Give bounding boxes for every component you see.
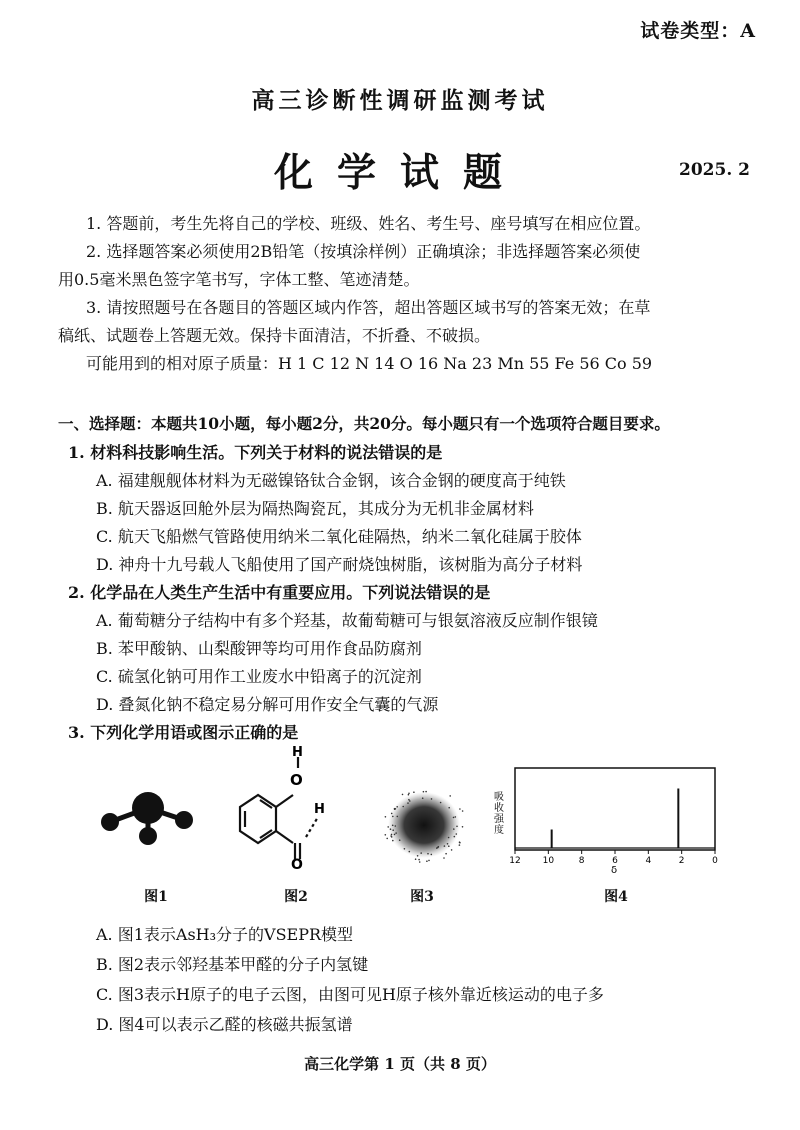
cloud-dot — [438, 846, 440, 848]
note-line: 1. 答题前，考生先将自己的学校、班级、姓名、考生号、座号填写在相应位置。 — [86, 214, 651, 233]
cloud-dot — [455, 816, 457, 818]
cloud-dot — [408, 799, 410, 801]
cloud-dot — [462, 826, 464, 828]
question-1-option-a: A. 福建舰舰体材料为无磁镍铬钛合金钢，该合金钢的硬度高于纯铁 — [96, 471, 566, 490]
cloud-dot — [395, 832, 397, 834]
cloud-dot — [399, 839, 401, 841]
cloud-dot — [447, 843, 449, 845]
fig4-ylabel — [494, 791, 505, 836]
question-2-option-b: B. 苯甲酸钠、山梨酸钾等均可用作食品防腐剂 — [96, 639, 422, 658]
section-heading: 一、选择题：本题共10小题，每小题2分，共20分。每小题只有一个选项符合题目要求。 — [58, 414, 670, 433]
question-1-stem: 1. 材料科技影响生活。下列关于材料的说法错误的是 — [68, 443, 443, 462]
question-3-option-b: B. 图2表示邻羟基苯甲醛的分子内氢键 — [96, 955, 369, 974]
question-3-stem: 3. 下列化学用语或图示正确的是 — [68, 723, 299, 742]
cloud-dot — [391, 836, 393, 838]
cloud-dot — [448, 807, 450, 809]
fig4-x-tick-label: 12 — [509, 856, 521, 866]
cloud-dot — [415, 858, 417, 860]
cloud-dot — [391, 813, 393, 815]
fig2-atom-h2: H — [314, 802, 325, 817]
cloud-dot — [385, 816, 387, 818]
fig2-atom-o2: O — [291, 857, 303, 870]
cloud-dot — [420, 852, 422, 854]
fig4-ylabel-char: 吸 — [494, 792, 504, 803]
figure-1-ball-stick-model — [96, 780, 206, 860]
cloud-dot — [418, 859, 420, 861]
note-line: 用0.5毫米黑色签字笔书写，字体工整、笔迹清楚。 — [58, 270, 420, 289]
cloud-dot — [428, 860, 430, 862]
cloud-dot — [453, 828, 455, 830]
cloud-dot — [413, 791, 415, 793]
question-2-option-d: D. 叠氮化钠不稳定易分解可用作安全气囊的气源 — [96, 695, 439, 714]
fig4-plot-frame — [515, 768, 715, 850]
cloud-dot — [408, 793, 410, 795]
question-1-option-b: B. 航天器返回舱外层为隔热陶瓷瓦，其成分为无机非金属材料 — [96, 499, 534, 518]
cloud-dot — [423, 791, 425, 793]
cloud-dot — [417, 855, 419, 857]
cloud-dot — [453, 817, 455, 819]
cloud-dot — [391, 834, 393, 836]
cloud-dot — [407, 802, 409, 804]
exam-date: 2025. 2 — [679, 160, 750, 180]
figure-2-label: 图2 — [284, 889, 308, 905]
fig4-ylabel-char: 收 — [494, 803, 504, 814]
cloud-dot — [426, 860, 428, 862]
cloud-dot — [408, 794, 410, 796]
cloud-dot — [427, 853, 429, 855]
question-3-option-a: A. 图1表示AsH₃分子的VSEPR模型 — [96, 925, 354, 944]
cloud-dot — [394, 834, 396, 836]
fig4-x-tick-label: 2 — [678, 856, 685, 866]
cloud-dot — [451, 849, 453, 851]
cloud-dot — [386, 838, 388, 840]
subject-title: 化学试题 — [273, 150, 526, 196]
cloud-dot — [462, 810, 464, 812]
question-2-option-c: C. 硫氢化钠可用作工业废水中铅离子的沉淀剂 — [96, 667, 422, 686]
cloud-dot — [422, 797, 424, 799]
figure-3-electron-cloud — [372, 785, 472, 865]
cloud-dot — [394, 808, 396, 810]
question-2-option-a: A. 葡萄糖分子结构中有多个羟基，故葡萄糖可与银氨溶液反应制作银镜 — [96, 611, 598, 630]
cloud-dot — [459, 808, 461, 810]
question-2-stem: 2. 化学品在人类生产生活中有重要应用。下列说法错误的是 — [68, 583, 491, 602]
question-1-option-d: D. 神舟十九号载人飞船使用了国产耐烧蚀树脂，该树脂为高分子材料 — [96, 555, 583, 574]
fig4-x-tick-label: 8 — [578, 856, 585, 866]
cloud-dot — [425, 791, 427, 793]
cloud-dot — [459, 844, 461, 846]
cloud-dot — [419, 861, 421, 863]
cloud-dot — [431, 798, 433, 800]
fig4-x-tick-label: 6 — [612, 856, 618, 866]
cloud-dot — [392, 829, 394, 831]
question-1-option-c: C. 航天飞船燃气管路使用纳米二氧化硅隔热，纳米二氧化硅属于胶体 — [96, 527, 582, 546]
cloud-dot — [456, 833, 458, 835]
figure-2-intramolecular-hbond — [230, 745, 340, 870]
cloud-dot — [443, 857, 445, 859]
cloud-dot — [449, 795, 451, 797]
cloud-dot — [392, 816, 394, 818]
cloud-dot — [395, 825, 397, 827]
question-3-option-d: D. 图4可以表示乙醛的核磁共振氢谱 — [96, 1015, 353, 1034]
cloud-dot — [397, 816, 399, 818]
cloud-dot — [454, 836, 456, 838]
note-line: 2. 选择题答案必须使用2B铅笔（按填涂样例）正确填涂；非选择题答案必须使 — [86, 242, 641, 261]
fig4-ylabel-char: 度 — [494, 825, 504, 836]
cloud-dot — [409, 851, 411, 853]
fig4-xlabel: δ — [610, 865, 618, 875]
cloud-dot — [385, 834, 387, 836]
cloud-dot — [402, 806, 404, 808]
fig4-x-tick-label: 0 — [712, 856, 718, 866]
figure-3-label: 图3 — [410, 889, 434, 905]
exam-notes — [58, 210, 758, 378]
fig4-ylabel-char: 强 — [494, 814, 504, 825]
cloud-dot — [456, 826, 458, 828]
fig2-atom-h: H — [292, 745, 303, 760]
cloud-dot — [390, 828, 392, 830]
figure-4-label: 图4 — [604, 889, 628, 905]
cloud-dot — [404, 848, 406, 850]
cloud-dot — [459, 842, 461, 844]
cloud-dot — [440, 802, 442, 804]
fig4-x-tick-label: 10 — [542, 856, 555, 866]
paper-type: 试卷类型：A — [640, 20, 756, 42]
cloud-dot — [396, 806, 398, 808]
figure-1-label: 图1 — [144, 889, 168, 905]
question-3-option-c: C. 图3表示H原子的电子云图，由图可见H原子核外靠近核运动的电子多 — [96, 985, 604, 1004]
cloud-dot — [444, 845, 446, 847]
cloud-dot — [409, 800, 411, 802]
cloud-dot — [448, 837, 450, 839]
note-line: 3. 请按照题号在各题目的答题区域内作答，超出答题区域书写的答案无效；在草 — [86, 298, 651, 317]
cloud-dot — [448, 845, 450, 847]
cloud-dot — [445, 853, 447, 855]
atomic-mass-line: 可能用到的相对原子质量：H 1 C 12 N 14 O 16 Na 23 Mn 55 Fe 56 Co 59 — [86, 354, 653, 373]
cloud-dot — [431, 854, 433, 856]
cloud-dot — [402, 794, 404, 796]
cloud-dot — [392, 840, 394, 842]
note-line: 稿纸、试题卷上答题无效。保持卡面清洁，不折叠、不破损。 — [58, 326, 491, 345]
page-footer: 高三化学第 1 页（共 8 页） — [304, 1055, 496, 1073]
exam-title: 高三诊断性调研监测考试 — [251, 87, 549, 114]
fig2-atom-o: O — [290, 771, 303, 789]
figure-4-nmr-spectrum — [490, 760, 730, 875]
cloud-dot — [392, 825, 394, 827]
fig4-x-tick-label: 4 — [645, 856, 652, 866]
cloud-dot — [387, 826, 389, 828]
